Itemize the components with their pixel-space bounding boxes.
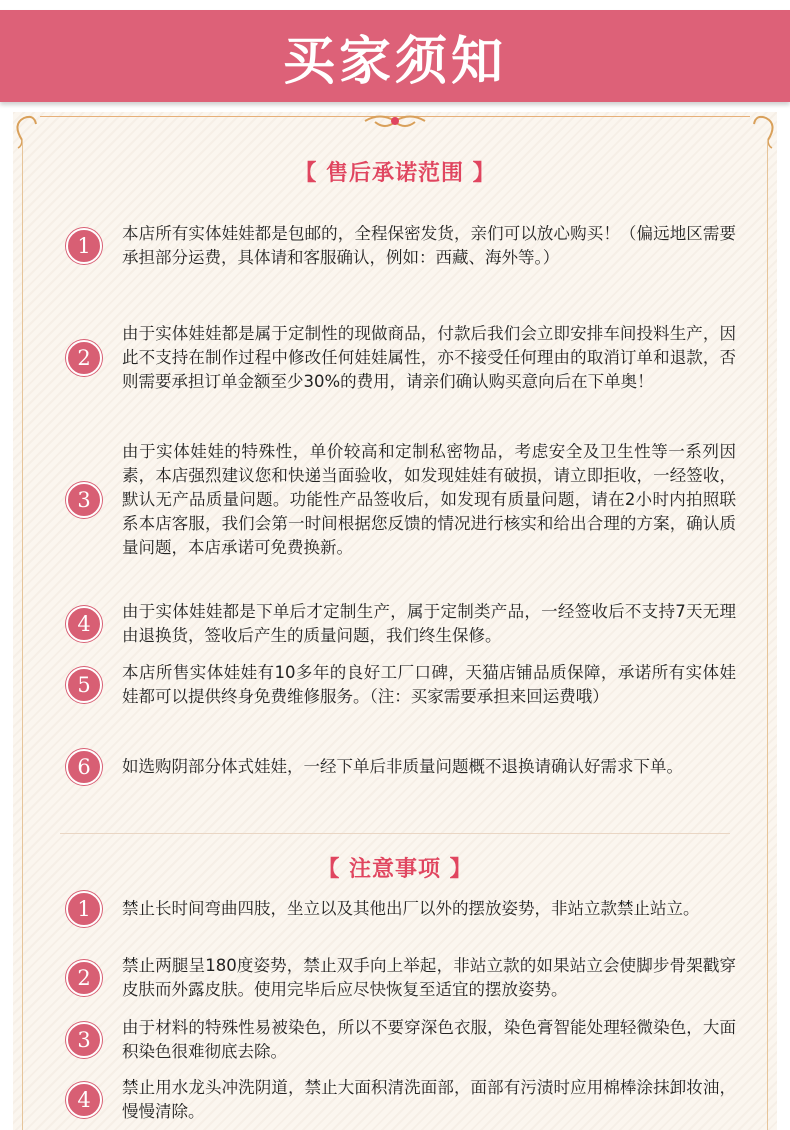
number-badge: 3: [66, 482, 102, 518]
ornament-center-icon: [360, 110, 430, 132]
number-badge: 4: [66, 606, 102, 642]
item-text: 本店所有实体娃娃都是包邮的，全程保密发货，亲们可以放心购买！（偏远地区需要承担部分运费，具体请和客服确认，例如：西藏、海外等。）: [122, 224, 736, 267]
list-item: [66, 600, 736, 648]
list-item: [66, 1076, 736, 1124]
item-text: 由于实体娃娃的特殊性，单价较高和定制私密物品，考虑安全及卫生性等一系列因素，本店强烈建议您和快递当面验收，如发现娃娃有破损，请立即拒收，一经签收，默认无产品质量问题。功能性产品签收后，如发现有质量问题，请在2小时内拍照联系本店客服，我们会第一时间根据您反馈的情况进行核实和给出合理的方案，确认质量问题，本店承诺可免费换新。: [122, 442, 736, 557]
number-badge: 2: [66, 340, 102, 376]
side-border-left: [22, 140, 23, 1130]
list-item: [66, 1016, 736, 1064]
list-item: [66, 891, 736, 927]
number-badge: 6: [66, 749, 102, 785]
list-item: [66, 954, 736, 1002]
item-text: 如选购阴部分体式娃娃，一经下单后非质量问题概不退换请确认好需求下单。: [122, 757, 683, 776]
section-title-after-sales: 【 售后承诺范围 】: [294, 161, 496, 186]
item-text: 禁止两腿呈180度姿势，禁止双手向上举起，非站立款的如果站立会使脚步骨架戳穿皮肤而外露皮肤。使用完毕后应尽快恢复至适宜的摆放姿势。: [122, 956, 736, 999]
list-item: [66, 749, 736, 785]
side-border-right: [767, 140, 768, 1130]
item-text: 由于实体娃娃都是下单后才定制生产，属于定制类产品，一经签收后不支持7天无理由退换货，签收后产生的质量问题，我们终生保修。: [122, 602, 736, 645]
list-item: [66, 440, 736, 560]
corner-ornament-left-icon: [8, 110, 48, 150]
list-item: [66, 222, 736, 270]
number-badge: 1: [66, 891, 102, 927]
section-title-notes: 【 注意事项 】: [317, 857, 473, 882]
section-divider: [60, 833, 730, 834]
item-text: 由于实体娃娃都是属于定制性的现做商品，付款后我们会立即安排车间投料生产，因此不支持在制作过程中修改任何娃娃属性，亦不接受任何理由的取消订单和退款，否则需要承担订单金额至少30%的费用，请亲们确认购买意向后在下单奥！: [122, 324, 736, 391]
header-banner: [0, 10, 790, 102]
list-item: [66, 661, 736, 709]
item-text: 由于材料的特殊性易被染色，所以不要穿深色衣服，染色膏智能处理轻微染色，大面积染色很难彻底去除。: [122, 1018, 736, 1061]
page-title: 买家须知: [282, 31, 507, 92]
number-badge: 5: [66, 667, 102, 703]
number-badge: 4: [66, 1082, 102, 1118]
corner-ornament-right-icon: [742, 110, 782, 150]
number-badge: 2: [66, 960, 102, 996]
item-text: 本店所售实体娃娃有10多年的良好工厂口碑，天猫店铺品质保障，承诺所有实体娃娃都可以提供终身免费维修服务。（注：买家需要承担来回运费哦）: [122, 663, 736, 706]
number-badge: 1: [66, 228, 102, 264]
list-item: [66, 322, 736, 394]
item-text: 禁止长时间弯曲四肢，坐立以及其他出厂以外的摆放姿势，非站立款禁止站立。: [122, 899, 700, 918]
item-text: 禁止用水龙头冲洗阴道，禁止大面积清洗面部，面部有污渍时应用棉棒涂抹卸妆油，慢慢清除。: [122, 1078, 736, 1121]
number-badge: 3: [66, 1022, 102, 1058]
